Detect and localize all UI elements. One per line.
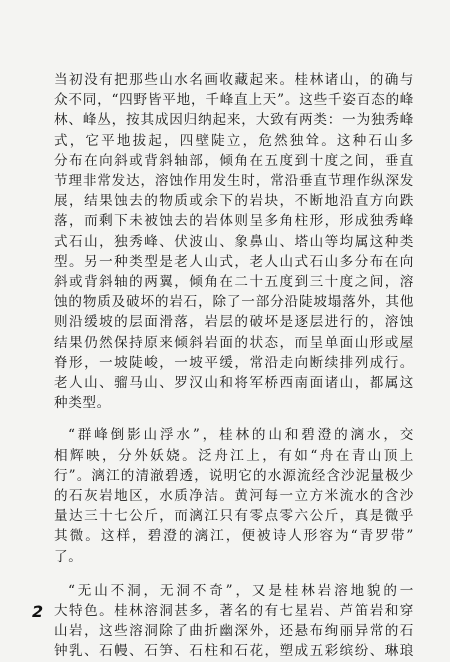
- text-line: 林、峰丛，按其成因归纳起来，大致有两类：一为独秀峰: [54, 112, 414, 129]
- text-line: “群峰倒影山浮水”，桂林的山和碧澄的漓水，交: [68, 427, 414, 444]
- paragraph-2: [54, 425, 414, 566]
- text-line: 山岩，这些溶洞除了曲折幽深外，还悬布绚丽异常的石: [54, 623, 414, 640]
- text-line: 展，结果蚀去的物质或余下的岩块，不断地沿直方向跌: [54, 193, 414, 210]
- text-line: 式，它平地拔起，四壁陡立，危然独耸。这种石山多: [54, 132, 414, 149]
- text-line: 其微。这样，碧澄的漓江，便被诗人形容为“青罗带”: [54, 528, 414, 545]
- text-line: 老人山、骝马山、罗汉山和将军桥西南面诸山，都属这: [54, 375, 414, 392]
- text-line: 斜或背斜轴的两翼，倾角在二十五度到三十度之间，溶: [54, 274, 414, 291]
- text-line: 脊形，一坡陡峻，一坡平缓，常沿走向断续排列成行。: [54, 354, 414, 371]
- text-line: 节理非常发达，溶蚀作用发生时，常沿垂直节理作纵深发: [54, 173, 414, 190]
- text-line: 蚀的物质及破坏的岩石，除了一部分沿陡坡塌落外，其他: [54, 294, 414, 311]
- text-line: 当初没有把那些山水名画收藏起来。桂林诸山，的确与: [54, 72, 414, 88]
- text-line: 大特色。桂林溶洞甚多，著名的有七星岩、芦笛岩和穿: [54, 603, 414, 620]
- text-line: 则沿缓坡的层面滑落，岩层的破坏是逐层进行的，溶蚀: [54, 314, 414, 331]
- paragraph-1: [54, 70, 414, 413]
- text-line: 结果仍然保持原来倾斜岩面的状态，而呈单面山形或屋: [54, 334, 414, 351]
- text-line: 众不同，“四野皆平地，千峰直上天”。这些千姿百态的峰: [54, 92, 414, 109]
- text-line: 型。另一种类型是老人山式，老人山式石山多分布在向: [54, 253, 414, 270]
- text-line: 落，而剩下未被蚀去的岩体则呈多角柱形，形成独秀峰: [54, 213, 414, 230]
- text-line: 相辉映，分外妖娆。泛舟江上，有如“舟在青山顶上: [54, 447, 414, 464]
- text-line: 了。: [54, 548, 83, 565]
- text-line: 式石山，独秀峰、伏波山、象鼻山、塔山等均属这种类: [54, 233, 414, 250]
- text-line: 的石灰岩地区，水质净洁。黄河每一立方米流水的含沙: [54, 488, 414, 505]
- text-line: 种类型。: [54, 395, 111, 412]
- text-line: 量达三十七公斤，而漓江只有零点零六公斤，真是微乎: [54, 508, 414, 525]
- page-number: 2: [32, 602, 44, 621]
- page-body: [54, 70, 414, 662]
- paragraph-3: [54, 581, 414, 662]
- text-line: 分布在向斜或背斜轴部，倾角在五度到十度之间，垂直: [54, 152, 414, 169]
- text-line: 钟乳、石幔、石笋、石柱和石花，塑成五彩缤纷、琳琅: [54, 643, 414, 660]
- text-line: 行”。漓江的清澈碧透，说明它的水源流经含沙泥量极少: [54, 467, 414, 484]
- text-line: “无山不洞，无洞不奇”，又是桂林岩溶地貌的一: [68, 582, 414, 599]
